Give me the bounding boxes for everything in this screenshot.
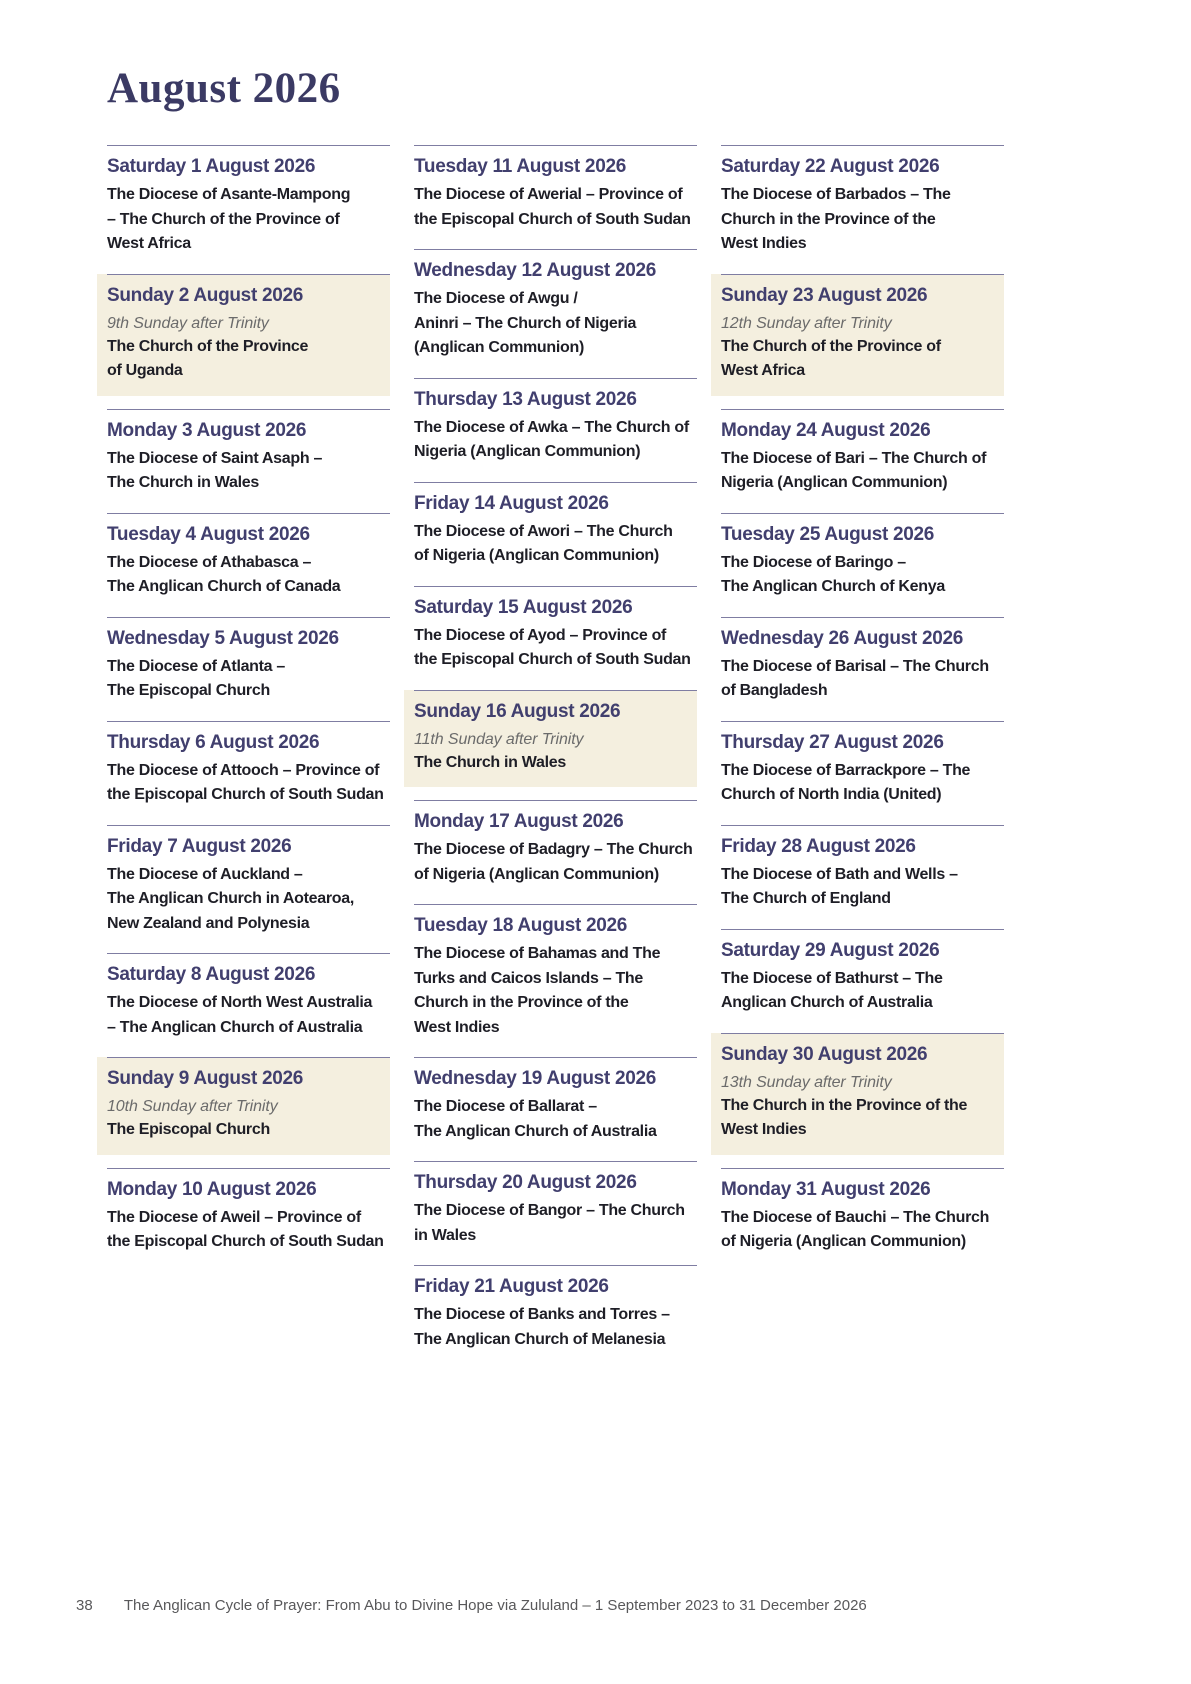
calendar-entry <box>414 586 697 690</box>
entry-body <box>107 183 390 257</box>
entry-body <box>721 1206 1004 1255</box>
entry-body-line: The Anglican Church of Australia <box>414 1122 657 1140</box>
entry-body <box>107 1206 390 1255</box>
entry-date-heading: Sunday 2 August 2026 <box>107 284 304 306</box>
entry-body-line: The Church in Wales <box>414 753 566 771</box>
calendar-entry <box>414 145 697 249</box>
entry-body-line: – The Anglican Church of Australia <box>107 1018 363 1036</box>
calendar-entry <box>414 1057 697 1161</box>
entry-date-heading: Thursday 27 August 2026 <box>721 731 944 753</box>
calendar-column-2 <box>414 145 697 1369</box>
entry-body <box>721 335 1004 384</box>
entry-body-line: – The Church of the Province of <box>107 210 340 228</box>
entry-body-line: The Diocese of Bathurst – The <box>721 969 943 987</box>
entry-body-line: Church of North India (United) <box>721 786 942 803</box>
entry-body-line: The Anglican Church in Aotearoa, <box>107 890 355 907</box>
entry-body-line: of Uganda <box>107 362 183 379</box>
entry-body-line: of Nigeria (Anglican Communion) <box>721 1233 966 1250</box>
entry-body-line: The Diocese of Baringo – <box>721 553 906 571</box>
entry-date-heading: Sunday 23 August 2026 <box>721 284 928 306</box>
entry-body-line: Aninri – The Church of Nigeria <box>414 314 637 332</box>
calendar-entry <box>721 513 1004 617</box>
entry-sunday-subtitle: 9th Sunday after Trinity <box>107 314 269 332</box>
calendar-entry <box>414 800 697 904</box>
entry-date-heading: Monday 24 August 2026 <box>721 419 931 441</box>
entry-body <box>107 551 390 600</box>
calendar-entry <box>721 721 1004 825</box>
entry-body-line: of Nigeria (Anglican Communion) <box>414 865 659 883</box>
entry-body-line: The Diocese of Attooch – Province of <box>107 761 380 779</box>
entry-body-line: in Wales <box>414 1226 476 1244</box>
entry-date-heading: Tuesday 25 August 2026 <box>721 523 935 545</box>
entry-body-line: The Diocese of Awerial – Province of <box>414 186 683 203</box>
entry-date-heading: Monday 3 August 2026 <box>107 419 307 441</box>
entry-body-line: The Church in Wales <box>107 474 259 491</box>
entry-body-line: of Nigeria (Anglican Communion) <box>414 547 659 564</box>
entry-date-heading: Friday 21 August 2026 <box>414 1276 609 1297</box>
entry-body-line: The Episcopal Church <box>107 682 270 699</box>
calendar-entry <box>414 690 697 788</box>
entry-body <box>414 1199 697 1248</box>
entry-sunday-subtitle: 11th Sunday after Trinity <box>414 730 584 748</box>
entry-date-heading: Friday 14 August 2026 <box>414 492 609 514</box>
entry-date-heading: Wednesday 19 August 2026 <box>414 1068 657 1089</box>
entry-body-line: The Church of the Province <box>107 337 309 355</box>
entry-body-line: The Episcopal Church <box>107 1121 270 1138</box>
entry-body-line: The Diocese of Bauchi – The Church <box>721 1208 990 1226</box>
entry-body-line: The Anglican Church of Kenya <box>721 578 945 595</box>
calendar-entry <box>107 617 390 721</box>
entry-body <box>414 520 697 569</box>
entry-body-line: West Africa <box>107 235 191 252</box>
entry-body-line: West Indies <box>721 1121 807 1138</box>
entry-body-line: The Diocese of Badagry – The Church <box>414 841 693 858</box>
entry-body-line: The Diocese of Saint Asaph – <box>107 449 323 467</box>
entry-body-line: the Episcopal Church of South Sudan <box>414 210 691 228</box>
entry-date-heading: Wednesday 26 August 2026 <box>721 627 964 649</box>
entry-body <box>414 183 697 232</box>
entry-body <box>414 624 697 673</box>
entry-body-line: The Diocese of Ballarat – <box>414 1098 597 1115</box>
entry-sunday-subtitle: 13th Sunday after Trinity <box>721 1073 892 1091</box>
entry-body-line: of Bangladesh <box>721 682 828 699</box>
entry-body-line: Nigeria (Anglican Communion) <box>414 443 641 460</box>
entry-date-heading: Saturday 22 August 2026 <box>721 156 940 177</box>
entry-body-line: The Diocese of Auckland – <box>107 865 303 883</box>
entry-body-line: Turks and Caicos Islands – The <box>414 969 644 987</box>
entry-date-heading: Monday 10 August 2026 <box>107 1178 317 1200</box>
entry-body-line: the Episcopal Church of South Sudan <box>107 786 384 803</box>
entry-body-line: The Anglican Church of Melanesia <box>414 1330 666 1348</box>
entry-body-line: The Church in the Province of the <box>721 1096 968 1114</box>
calendar-entry <box>107 953 390 1057</box>
calendar-entry <box>414 482 697 586</box>
entry-body-line: The Diocese of Banks and Torres – <box>414 1306 670 1323</box>
entry-date-heading: Thursday 13 August 2026 <box>414 388 637 410</box>
page-footer <box>76 1596 867 1616</box>
entry-body <box>414 1303 697 1352</box>
entry-date-heading: Saturday 8 August 2026 <box>107 964 316 985</box>
entry-body-line: The Diocese of Bari – The Church of <box>721 449 987 467</box>
entry-body <box>107 759 390 808</box>
entry-sunday-subtitle: 12th Sunday after Trinity <box>721 314 892 332</box>
entry-body-line: West Africa <box>721 362 805 379</box>
entry-body-line: The Diocese of Barrackpore – The <box>721 761 971 779</box>
entry-body-line: The Diocese of Barbados – The <box>721 186 951 203</box>
entry-date-heading: Tuesday 4 August 2026 <box>107 523 310 545</box>
entry-body-line: Church in the Province of the <box>721 210 936 228</box>
calendar-entry <box>107 1168 390 1272</box>
entry-date-heading: Wednesday 5 August 2026 <box>107 627 339 649</box>
entry-body <box>414 942 697 1040</box>
page-title: August 2026 <box>107 65 341 112</box>
entry-body-line: the Episcopal Church of South Sudan <box>107 1233 384 1250</box>
entry-date-heading: Friday 7 August 2026 <box>107 835 292 857</box>
entry-date-heading: Wednesday 12 August 2026 <box>414 260 657 281</box>
entry-body-line: The Diocese of North West Australia <box>107 994 373 1011</box>
entry-body <box>721 863 1004 912</box>
entry-date-heading: Thursday 6 August 2026 <box>107 731 320 753</box>
calendar-entry <box>107 145 390 274</box>
calendar-entry <box>107 1057 390 1155</box>
entry-body-line: New Zealand and Polynesia <box>107 914 310 932</box>
entry-body-line: The Diocese of Bahamas and The <box>414 945 661 962</box>
calendar-entry <box>414 904 697 1057</box>
entry-body-line: The Diocese of Awgu / <box>414 290 578 307</box>
entry-body <box>107 991 390 1040</box>
calendar-entry <box>107 721 390 825</box>
entry-body-line: The Diocese of Asante-Mampong <box>107 186 351 203</box>
entry-date-heading: Monday 31 August 2026 <box>721 1178 931 1200</box>
entry-date-heading: Sunday 9 August 2026 <box>107 1068 304 1089</box>
entry-body <box>107 335 390 384</box>
calendar-entry <box>721 1033 1004 1155</box>
entry-date-heading: Sunday 30 August 2026 <box>721 1043 928 1065</box>
calendar-entry <box>721 617 1004 721</box>
entry-body-line: Church in the Province of the <box>414 994 629 1011</box>
entry-body <box>721 1094 1004 1143</box>
entry-body-line: The Diocese of Awori – The Church <box>414 522 673 540</box>
entry-body <box>107 1118 390 1143</box>
entry-body <box>414 838 697 887</box>
entry-date-heading: Thursday 20 August 2026 <box>414 1172 637 1193</box>
calendar-entry <box>721 825 1004 929</box>
entry-sunday-subtitle: 10th Sunday after Trinity <box>107 1098 278 1115</box>
entry-body-line: West Indies <box>721 235 807 252</box>
entry-body-line: The Diocese of Ayod – Province of <box>414 626 667 644</box>
entry-body-line: The Diocese of Aweil – Province of <box>107 1208 361 1226</box>
entry-body <box>721 759 1004 808</box>
entry-body <box>414 416 697 465</box>
entry-body <box>721 967 1004 1016</box>
entry-body <box>721 655 1004 704</box>
calendar-entry <box>107 409 390 513</box>
entry-date-heading: Sunday 16 August 2026 <box>414 700 621 722</box>
entry-body <box>414 1095 697 1144</box>
entry-date-heading: Saturday 29 August 2026 <box>721 939 940 961</box>
calendar-entry <box>414 378 697 482</box>
entry-body <box>721 183 1004 257</box>
entry-body-line: Anglican Church of Australia <box>721 994 933 1011</box>
page-number: 38 <box>76 1597 93 1614</box>
entry-body-line: The Anglican Church of Canada <box>107 578 341 595</box>
entry-body-line: (Anglican Communion) <box>414 339 584 356</box>
entry-body-line: West Indies <box>414 1018 500 1036</box>
calendar-entry <box>721 274 1004 396</box>
entry-body-line: The Diocese of Bangor – The Church <box>414 1202 685 1219</box>
calendar-entry <box>107 274 390 396</box>
calendar-entry <box>414 249 697 378</box>
entry-date-heading: Tuesday 18 August 2026 <box>414 915 628 936</box>
entry-body-line: The Church of the Province of <box>721 337 941 355</box>
calendar-entry <box>414 1161 697 1265</box>
entry-date-heading: Saturday 1 August 2026 <box>107 156 316 177</box>
entry-body-line: The Diocese of Athabasca – <box>107 553 312 571</box>
calendar-entry <box>107 825 390 954</box>
calendar-entry <box>721 929 1004 1033</box>
entry-body <box>107 863 390 937</box>
entry-body-line: The Diocese of Awka – The Church of <box>414 418 689 436</box>
calendar-column-1 <box>107 145 390 1272</box>
entry-body <box>721 551 1004 600</box>
entry-body-line: The Church of England <box>721 890 891 907</box>
calendar-columns <box>107 145 1004 1369</box>
entry-body <box>414 287 697 361</box>
entry-body-line: The Diocese of Bath and Wells – <box>721 865 958 883</box>
calendar-column-3 <box>721 145 1004 1272</box>
calendar-entry <box>414 1265 697 1369</box>
calendar-entry <box>721 1168 1004 1272</box>
entry-body-line: Nigeria (Anglican Communion) <box>721 474 948 491</box>
entry-body-line: the Episcopal Church of South Sudan <box>414 651 691 668</box>
entry-date-heading: Monday 17 August 2026 <box>414 811 624 832</box>
entry-body <box>107 655 390 704</box>
calendar-entry <box>721 409 1004 513</box>
entry-body-line: The Diocese of Barisal – The Church <box>721 657 989 675</box>
entry-body <box>414 751 697 776</box>
entry-body <box>721 447 1004 496</box>
entry-date-heading: Friday 28 August 2026 <box>721 835 916 857</box>
entry-body-line: The Diocese of Atlanta – <box>107 657 286 675</box>
calendar-entry <box>107 513 390 617</box>
footer-text: The Anglican Cycle of Prayer: From Abu to Divine Hope via Zululand – 1 September 2023 to 31 December 2026 <box>123 1597 867 1614</box>
entry-body <box>107 447 390 496</box>
entry-date-heading: Tuesday 11 August 2026 <box>414 156 626 177</box>
entry-date-heading: Saturday 15 August 2026 <box>414 596 633 618</box>
calendar-entry <box>721 145 1004 274</box>
